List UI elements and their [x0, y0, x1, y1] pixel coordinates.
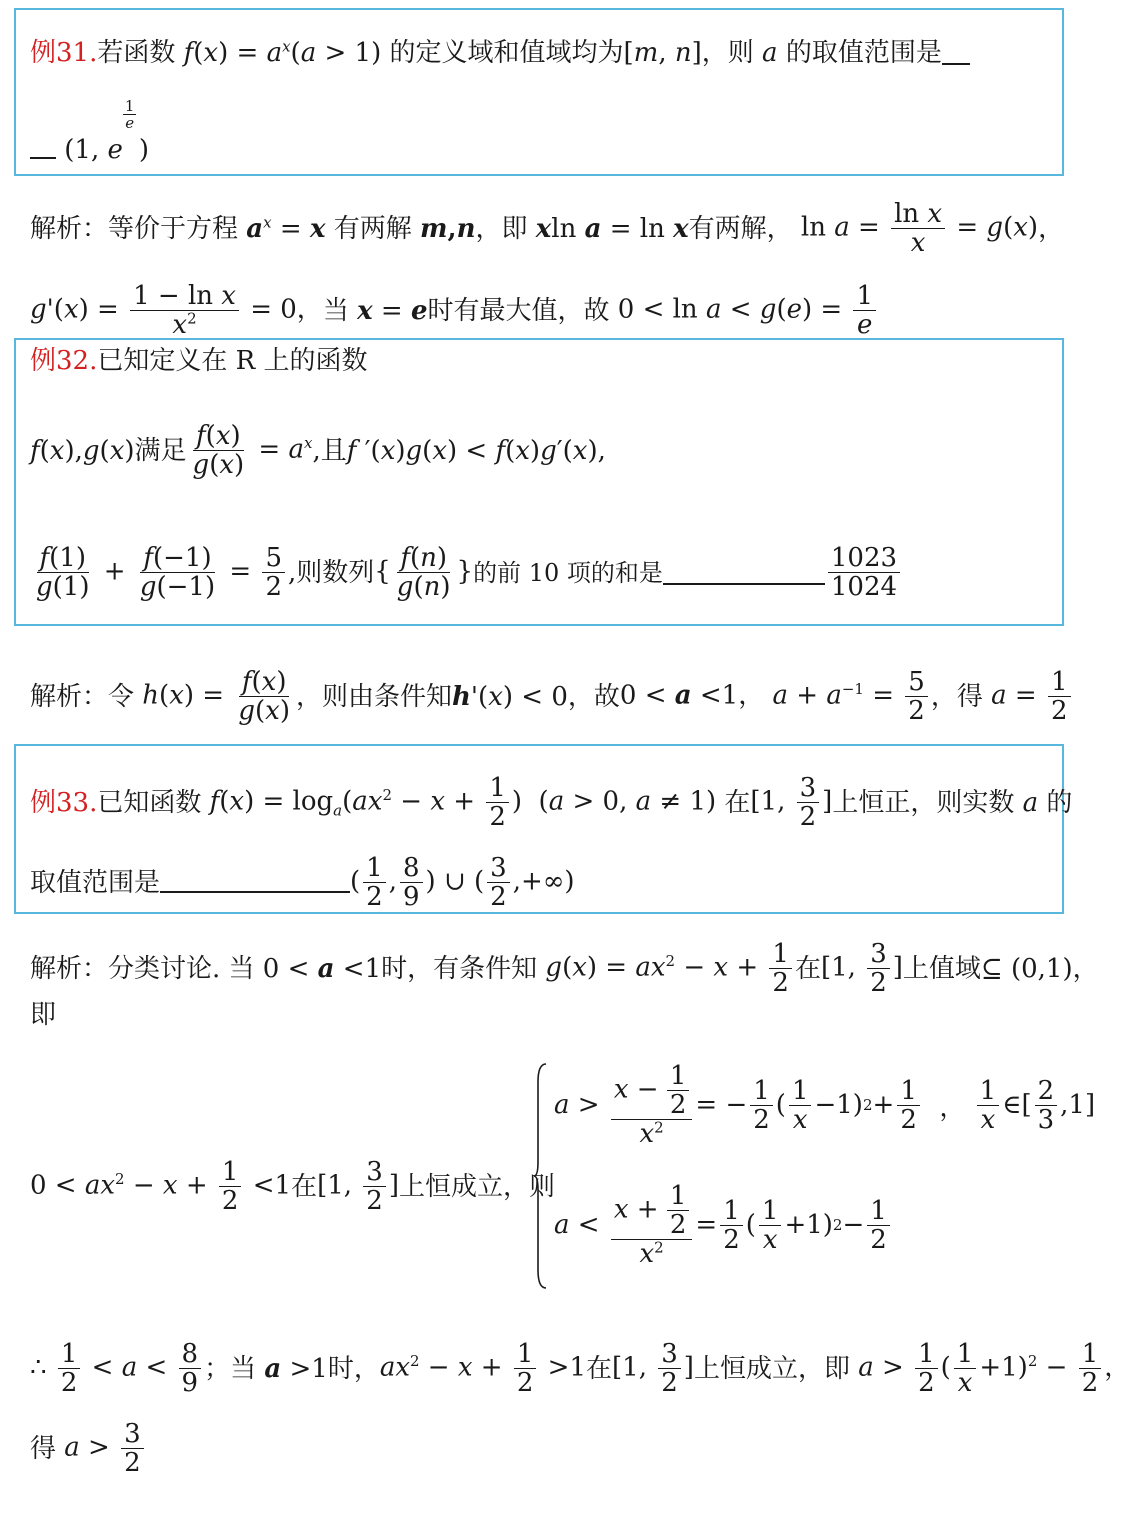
sol32-text-3: ，故 [567, 681, 620, 712]
sol33-text-4: 上值域 [902, 953, 981, 984]
ex33-stem3: 上恒正，则实数 [832, 787, 1015, 818]
ex33-line1 [30, 774, 1072, 831]
sol33-system-row-2: a < x + $\frac{1}{2}$ $x^2$ = $\frac{1}{2}$ ( $\frac{1}{x}$ +1) 2 − $\frac{1}{2}$ [554, 1182, 893, 1268]
ex31-stem1: 若函数 [97, 38, 176, 68]
left-brace-icon [534, 1062, 548, 1290]
ex31-blank-1 [942, 41, 970, 65]
ex33-label: 例33. [30, 787, 98, 818]
sol33-conclusion-2: a > $\frac{3}{2}$ [56, 1420, 147, 1477]
ex32-blank [663, 561, 825, 585]
sol31-text-3: ，即 [475, 213, 528, 244]
sol33-text-11: 上恒成立，即 [693, 1353, 850, 1384]
sol33-text-7: 上恒成立，则 [398, 1171, 555, 1202]
sol32-line [30, 668, 1074, 725]
sol33-case1: 0 < a <1 [254, 953, 382, 984]
ex32-label: 例32. [30, 346, 98, 376]
ex33-stem5: 取值范围是 [30, 867, 161, 898]
sol32-hprime: h'(x) < 0 [452, 681, 568, 712]
sol31-text-5: ， [1038, 213, 1065, 244]
sol33-system [540, 1061, 1096, 1290]
sol31-derivative: g'(x) = $\frac{\text{1 − ln x}}{x^2}$ = 0， [30, 281, 323, 340]
sol33-text-2: 时，有条件知 [381, 953, 538, 984]
ex32-seq: { $\frac{f(n)}{g(n)}$ } [374, 543, 474, 602]
ex33-stem4: 的 [1046, 787, 1073, 818]
sol33-text-6: 在 [291, 1171, 318, 1202]
sol33-line3 [30, 1158, 555, 1215]
ex31-var-a: a [762, 38, 778, 68]
sol33-range: ⊆ (0,1)， [980, 953, 1099, 984]
sol32-label: 解析： [30, 681, 109, 712]
sol33-interval-3: [1, $\frac{3}{2}$ ] [612, 1339, 694, 1398]
ex31-stem4: 的取值范围是 [785, 38, 942, 68]
sol31-text-2: 有两解 [333, 213, 412, 244]
sol31-line1 [30, 200, 1064, 257]
ex32-line1 [30, 346, 367, 376]
ex32-stem1: 已知定义在 R 上的函数 [97, 346, 368, 376]
sol31-eq3: ln a = $\frac{\text{ln x}}{x}$ = g(x) [792, 199, 1039, 258]
sol31-text-7: 时有最大值，故 [427, 295, 610, 326]
ex33-interval: [1, $\frac{3}{2}$ ] [750, 773, 833, 832]
sol33-text-10: 在 [586, 1353, 613, 1384]
sol32-text-1: 令 [108, 681, 135, 712]
sol33-text-8: ；当 [204, 1353, 257, 1384]
ex33-stem2: 在 [724, 787, 751, 818]
ex33-answer: ( $\frac{1}{2}$ , $\frac{8}{9}$ ) ∪ ( $\frac{3}{2}$ ,+∞) [350, 853, 575, 912]
sol33-text-12: 得 [30, 1433, 57, 1464]
ex31-stem2: 的定义域和值域均为 [389, 38, 624, 68]
ex33-var-a: a [1022, 787, 1039, 818]
ex31-stem3: ，则 [701, 38, 754, 68]
ex32-fg: f(x),g(x) [30, 435, 135, 466]
ex33-stem1: 已知函数 [97, 787, 202, 818]
sol33-bound: a > $\frac{1}{2}$ ( $\frac{1}{x}$ +1)$^2$ − $\frac{1}{2}$ ， [858, 1339, 1130, 1398]
sol33-line1 [30, 940, 1099, 997]
sol31-eq2: xln a = ln x [535, 213, 689, 244]
sol32-result: a = $\frac{1}{2}$ [983, 668, 1074, 725]
sol33-interval-1: [1, $\frac{3}{2}$ ] [820, 939, 903, 998]
sol32-text-4: ，得 [930, 681, 983, 712]
sol33-text-3: 在 [794, 953, 821, 984]
sol32-text-2: ，则由条件知 [295, 681, 452, 712]
sol33-line5 [30, 1420, 147, 1477]
sol33-label: 解析： [30, 953, 109, 984]
sol31-line2 [30, 282, 879, 339]
sol33-line2 [30, 1000, 56, 1030]
sol33-system-row-1: a > x − $\frac{1}{2}$ $x^2$ = − $\frac{1}{2}$ ( $\frac{1}{x}$ −1) 2 + $\frac{1}{2}$ ， $\frac{1}{x}$ ∈[ $\frac{2}{3}$ ,1] [554, 1061, 1096, 1149]
sol31-text-6: 当 [322, 295, 349, 326]
ex31-line2 [30, 97, 150, 165]
sol31-eq1: $a^x = x$ [246, 212, 326, 244]
ex32-line3 [30, 544, 903, 601]
example-31-box [14, 8, 1064, 176]
ex31-formula: $f(x) = a^x(a > 1)$ [183, 37, 390, 68]
sol32-a-range: 0 < a <1， $a + a^{-1}$ = $\frac{5}{2}$ [620, 668, 931, 725]
sol31-label: 解析： [30, 213, 109, 244]
ex31-label: 例31. [30, 38, 98, 68]
sol33-g: $g(x) = ax^2 - x$ + $\frac{1}{2}$ [537, 940, 795, 997]
ex33-line2 [30, 854, 575, 911]
sol33-conclusion-1: ∴ $\frac{1}{2}$ < a < $\frac{8}{9}$ [30, 1340, 204, 1397]
sol31-text-4: 有两解， [688, 213, 793, 244]
ex32-stem2: 满足 [134, 435, 187, 466]
ex33-function: $f(x) = \log_a(ax^2 - x$ + $\frac{1}{2}$ ) (a > 0, a ≠ 1) [209, 773, 725, 832]
sol31-text-1: 等价于方程 [108, 213, 239, 244]
ex32-sum: $\frac{f(1)}{g(1)}$ + $\frac{f(-1)}{g(-1)}$ = $\frac{5}{2}$ [30, 544, 288, 601]
sol33-text-5: 即 [30, 1000, 57, 1030]
ex32-line2 [30, 422, 606, 479]
ex31-answer: (1, e 1 e ) [64, 97, 150, 165]
ex33-blank [160, 873, 350, 893]
ex32-ratio: $\frac{f(x)}{g(x)}$ = $a^x$ [192, 421, 313, 480]
sol33-case2: a >1 [264, 1353, 328, 1384]
sol31-mn: m,n [420, 213, 476, 244]
sol33-ineq2: $ax^2 - x$ + $\frac{1}{2}$ >1 [379, 1339, 587, 1398]
ex32-stem5: 的前 10 项的和是 [473, 558, 663, 587]
sol33-text-9: 时， [327, 1353, 380, 1384]
ex32-answer: $\frac{1023}{1024}$ [828, 544, 900, 601]
sol33-ineq: $0 < ax^2 - x$ + $\frac{1}{2}$ <1 [30, 1157, 292, 1216]
sol33-text-1: 分类讨论. 当 [108, 953, 255, 984]
sol31-xe: x = e [357, 295, 428, 326]
sol33-interval-2: [1, $\frac{3}{2}$ ] [317, 1157, 399, 1216]
ex31-interval: [m, n] [623, 38, 702, 68]
sol33-line4 [30, 1340, 1130, 1397]
ex32-ineq: f ′(x)g(x) < f(x)g′(x), [346, 435, 606, 466]
ex32-stem3: ,且 [312, 435, 347, 466]
ex32-stem4: ,则数列 [287, 557, 375, 588]
ex31-line1 [30, 38, 970, 68]
ex31-blank-2 [30, 135, 56, 159]
sol32-h: h(x) = $\frac{f(x)}{g(x)}$ [142, 667, 290, 726]
sol31-result: 0 < ln a < g(e) = $\frac{1}{e}$ [610, 282, 880, 339]
